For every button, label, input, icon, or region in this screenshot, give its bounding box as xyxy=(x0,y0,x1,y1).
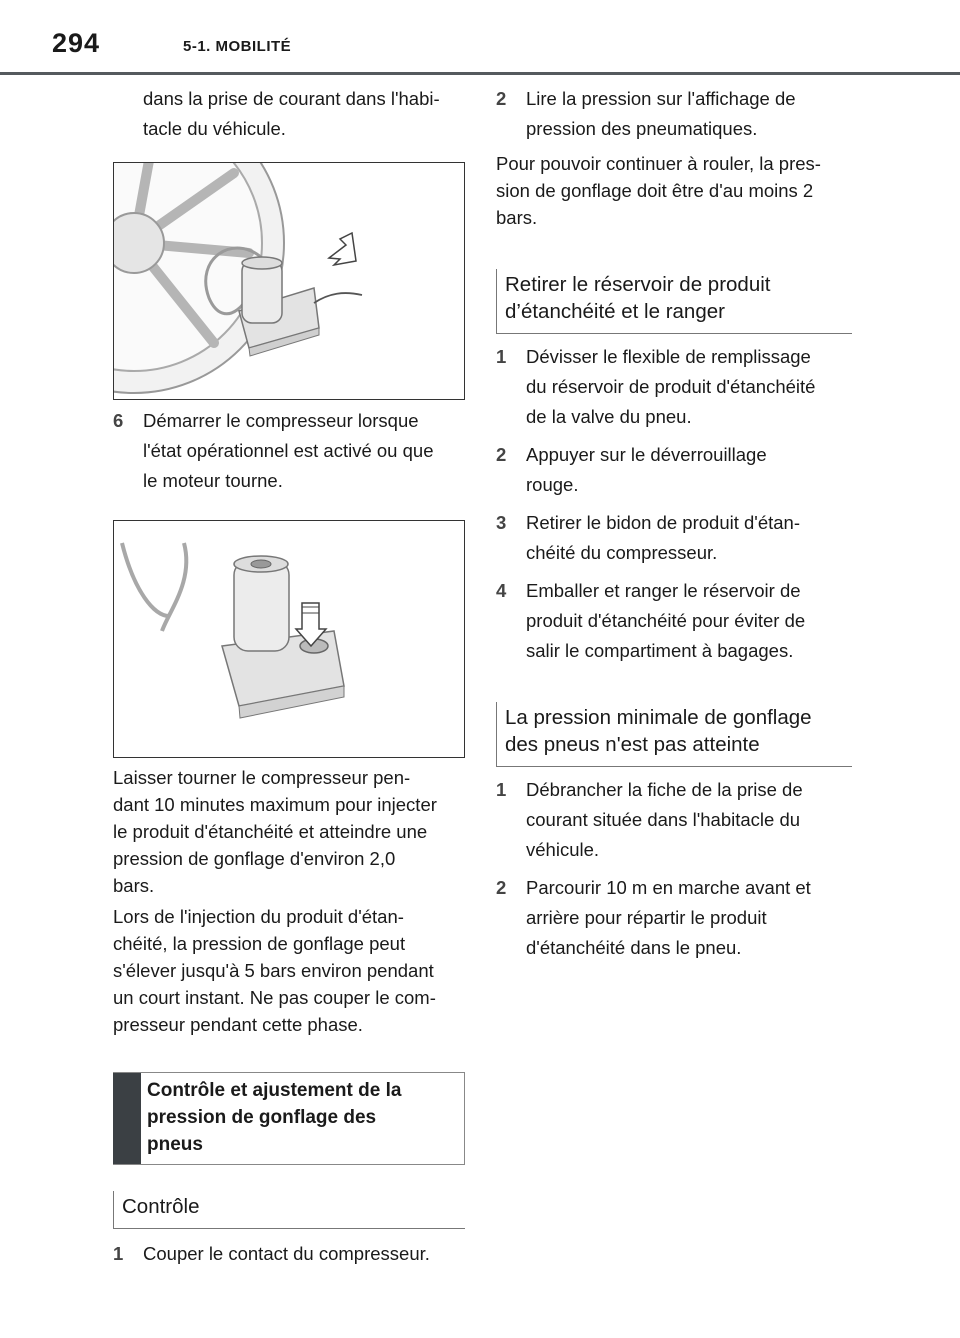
subheading-controle xyxy=(113,1191,465,1229)
step-text-line: du réservoir de produit d'étanchéité xyxy=(526,376,816,397)
step-text-line: chéité du compresseur. xyxy=(526,542,718,563)
subheading-retirer-reservoir xyxy=(496,269,852,334)
step-text-line: rouge. xyxy=(526,474,579,495)
list-item xyxy=(496,873,851,963)
section-heading xyxy=(141,1073,407,1164)
compressor-button-drawing xyxy=(114,521,463,756)
page-header xyxy=(0,0,960,78)
step-number: 1 xyxy=(496,779,507,800)
step-text-line: Parcourir 10 m en marche avant et xyxy=(526,877,811,898)
step-text-line: Lire la pression sur l'affichage de xyxy=(526,88,796,109)
compressor-wheel-illustration xyxy=(113,162,465,400)
step-text-line: salir le compartiment à bagages. xyxy=(526,640,794,661)
page-number: 294 xyxy=(52,28,101,58)
paragraph-minimum-pressure xyxy=(496,150,851,231)
step-number: 6 xyxy=(113,410,124,431)
text-line: Pour pouvoir continuer à rouler, la pres- xyxy=(496,153,821,174)
text-line: bars. xyxy=(113,875,155,896)
step-text-line: courant située dans l'habitacle du xyxy=(526,809,801,830)
text-line: le produit d'étanchéité et atteindre une xyxy=(113,821,428,842)
list-retirer-reservoir xyxy=(496,342,851,666)
section-title: 5-1. MOBILITÉ xyxy=(183,38,292,55)
step-text-line: d'étanchéité dans le pneu. xyxy=(526,937,742,958)
step-number: 4 xyxy=(496,580,507,601)
header-rule xyxy=(0,72,960,75)
step-number: 3 xyxy=(496,512,507,533)
text-line: presseur pendant cette phase. xyxy=(113,1014,363,1035)
continued-text-line: tacle du véhicule. xyxy=(143,118,286,139)
subheading-text: Contrôle xyxy=(122,1195,200,1218)
paragraph-injection-pressure xyxy=(113,903,465,1038)
step-text-line: de la valve du pneu. xyxy=(526,406,692,427)
step-text-line: arrière pour répartir le produit xyxy=(526,907,767,928)
text-line: bars. xyxy=(496,207,538,228)
text-line: s'élever jusqu'à 5 bars environ pendant xyxy=(113,960,434,981)
text-line: pression de gonflage d'environ 2,0 xyxy=(113,848,396,869)
section-heading-box xyxy=(113,1072,465,1165)
step-text-line: véhicule. xyxy=(526,839,600,860)
continued-text-line: dans la prise de courant dans l'habi- xyxy=(143,88,440,109)
heading-line: Contrôle et ajustement de la xyxy=(147,1080,402,1101)
step-2 xyxy=(496,84,851,144)
step-text-line: Retirer le bidon de produit d'étan- xyxy=(526,512,801,533)
heading-line: pression de gonflage des xyxy=(147,1107,377,1128)
subheading-line: d’étanchéité et le ranger xyxy=(505,300,725,323)
text-line: dant 10 minutes maximum pour injecter xyxy=(113,794,437,815)
step-text-line: Dévisser le flexible de remplissage xyxy=(526,346,811,367)
text-line: Laisser tourner le compresseur pen- xyxy=(113,767,411,788)
step-number: 2 xyxy=(496,877,507,898)
step-6 xyxy=(113,406,465,496)
list-item xyxy=(496,440,851,500)
list-pression-minimale xyxy=(496,775,851,963)
subheading-line: des pneus n'est pas atteinte xyxy=(505,733,760,756)
compressor-button-illustration xyxy=(113,520,465,758)
step-text-line: Débrancher la fiche de la prise de xyxy=(526,779,803,800)
list-item xyxy=(496,775,851,865)
wheel-compressor-drawing xyxy=(114,163,463,398)
list-item xyxy=(496,576,851,666)
text-line: un court instant. Ne pas couper le com- xyxy=(113,987,436,1008)
step-text-line: Démarrer le compresseur lorsque xyxy=(143,410,419,431)
text-line: Lors de l'injection du produit d'étan- xyxy=(113,906,404,927)
heading-bar xyxy=(113,1073,141,1164)
step-text-line: le moteur tourne. xyxy=(143,470,283,491)
heading-line: pneus xyxy=(147,1134,203,1155)
step-text-line: Emballer et ranger le réservoir de xyxy=(526,580,801,601)
step-number: 1 xyxy=(113,1243,124,1264)
subheading-pression-minimale xyxy=(496,702,852,767)
step-number: 2 xyxy=(496,444,507,465)
step-number: 1 xyxy=(496,346,507,367)
step-text-line: l'état opérationnel est activé ou que xyxy=(143,440,434,461)
step-text: Couper le contact du compresseur. xyxy=(143,1243,430,1264)
step-text-line: Appuyer sur le déverrouillage xyxy=(526,444,767,465)
list-item xyxy=(496,342,851,432)
left-column xyxy=(113,84,465,1269)
step-text-line: pression des pneumatiques. xyxy=(526,118,758,139)
paragraph-compressor-duration xyxy=(113,764,465,899)
subheading-line: La pression minimale de gonflage xyxy=(505,706,812,729)
right-column xyxy=(496,84,851,963)
list-item xyxy=(496,508,851,568)
text-line: chéité, la pression de gonflage peut xyxy=(113,933,406,954)
step-text-line: produit d'étanchéité pour éviter de xyxy=(526,610,806,631)
text-line: sion de gonflage doit être d'au moins 2 xyxy=(496,180,814,201)
step-number: 2 xyxy=(496,88,507,109)
step-1 xyxy=(113,1239,465,1269)
subheading-line: Retirer le réservoir de produit xyxy=(505,273,771,296)
